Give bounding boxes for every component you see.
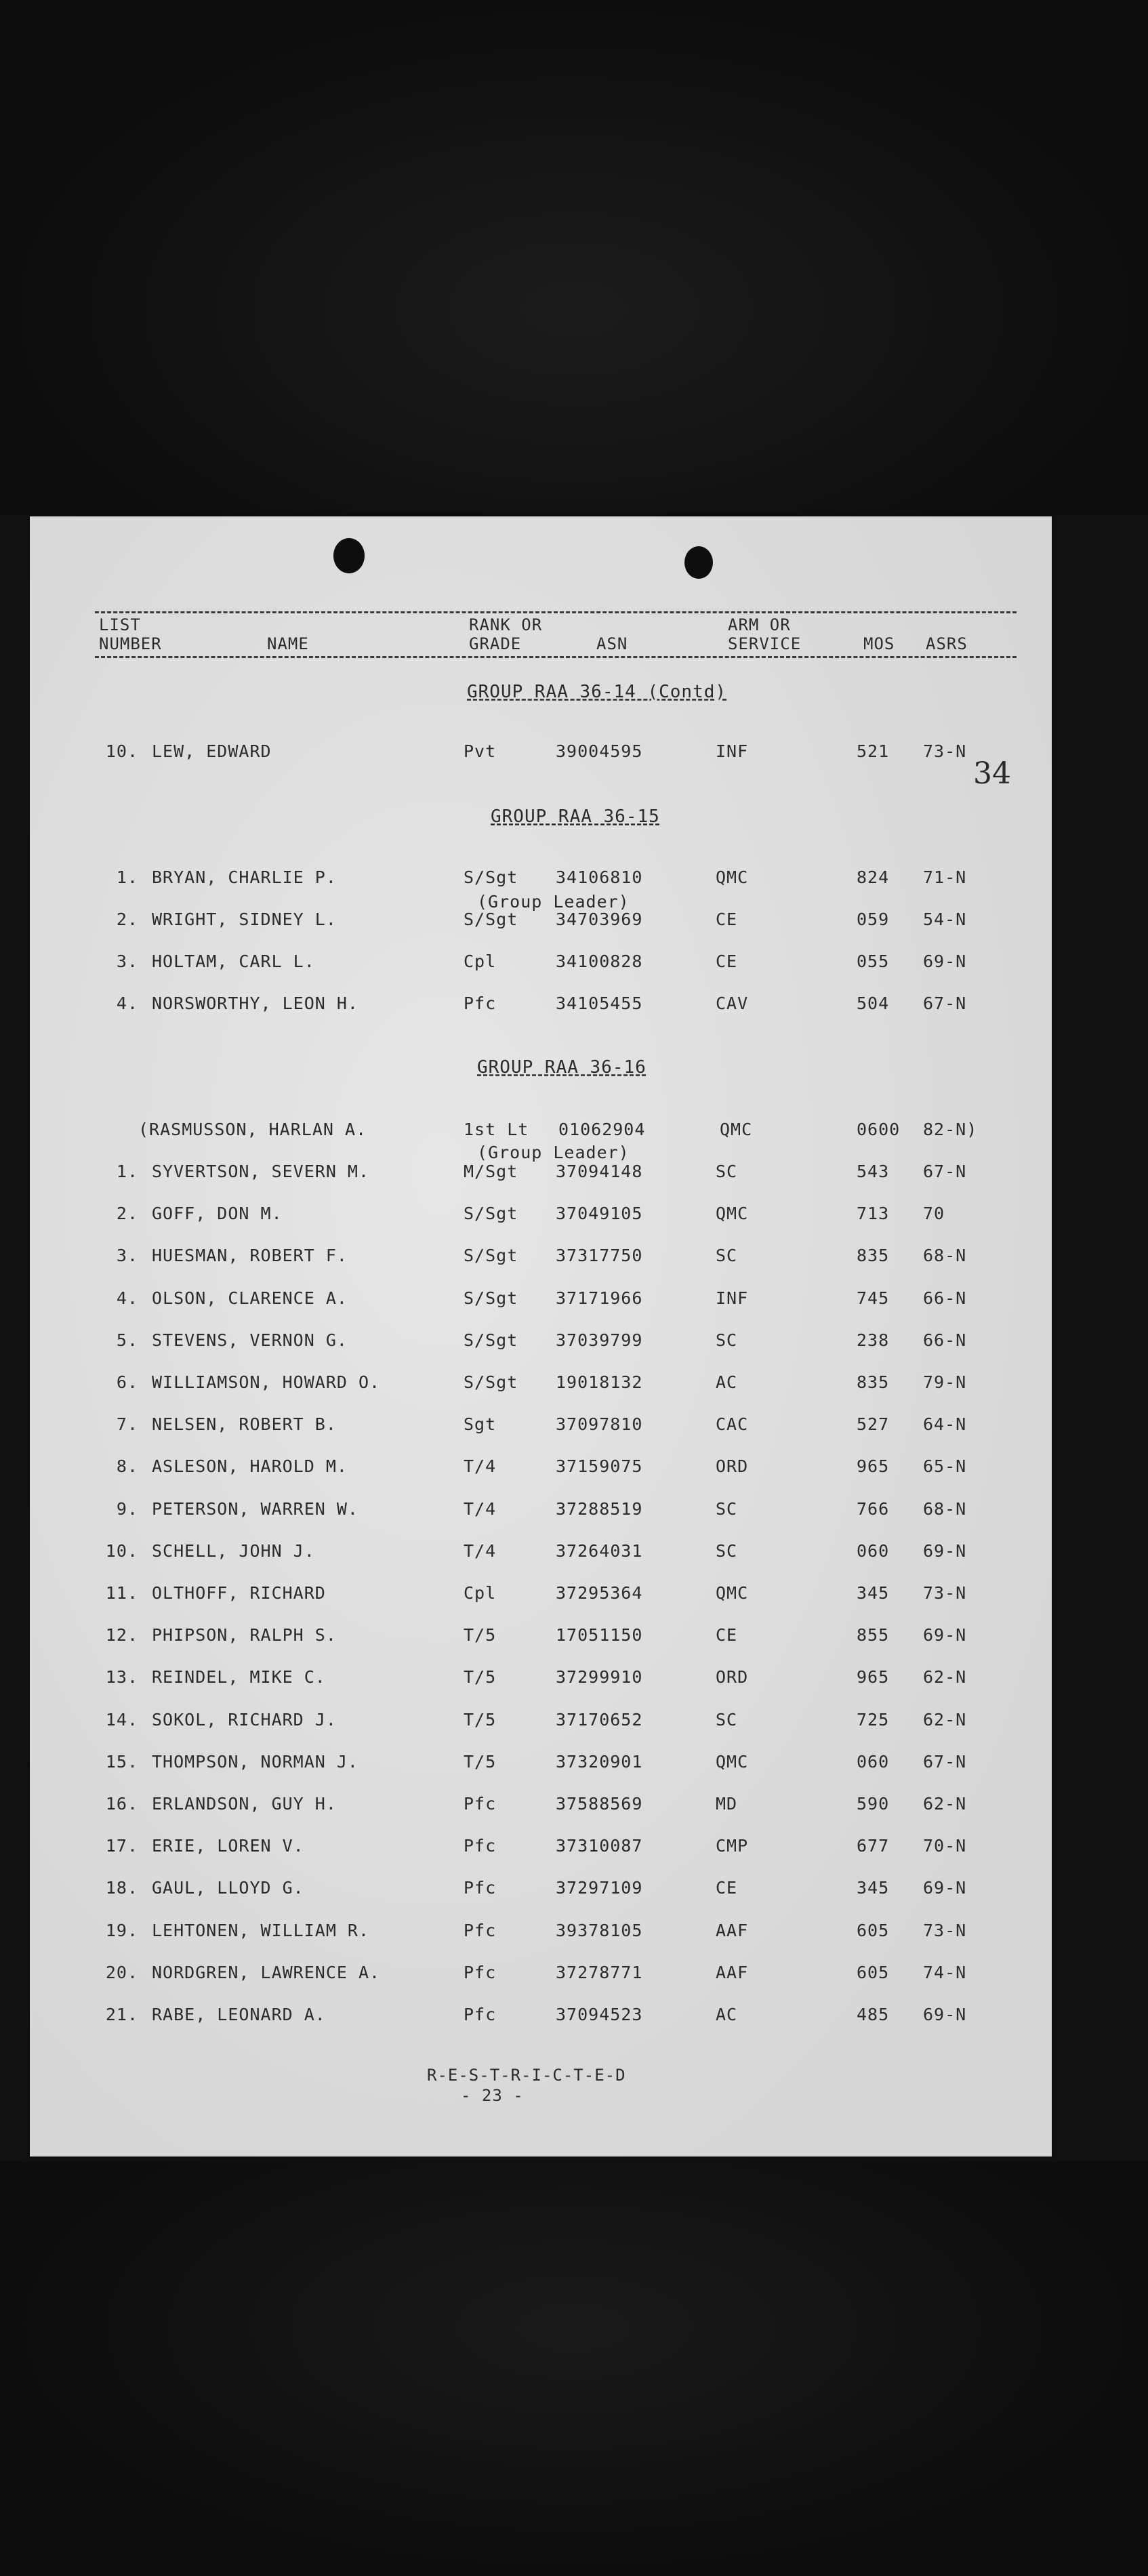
header-dashed-line-bottom [95,656,1017,658]
cell-arm: CAC [716,1414,749,1435]
cell-asn: 37097810 [556,1414,643,1435]
cell-num: 2. [116,909,138,929]
cell-num: 10. [105,741,138,761]
cell-rank: T/5 [464,1709,497,1730]
cell-asn: 19018132 [556,1372,643,1392]
cell-mos: 060 [857,1751,890,1772]
cell-arm: INF [716,1288,749,1308]
handwritten-annotation: 34 [973,756,1011,791]
cell-mos: 590 [857,1794,890,1814]
cell-arm: AAF [716,1962,749,1982]
cell-arm: QMC [716,1204,749,1224]
cell-rank: S/Sgt [464,1372,518,1392]
cell-rank: Pfc [464,1920,497,1940]
document-page [30,516,1052,2156]
cell-asrs: 54-N [923,909,967,929]
cell-rank: S/Sgt [464,1246,518,1266]
cell-mos: 745 [857,1288,890,1308]
cell-rank: T/4 [464,1540,497,1561]
header-asrs: ASRS [926,634,968,653]
cell-num: 12. [105,1625,138,1645]
cell-mos: 835 [857,1372,890,1392]
cell-name: STEVENS, VERNON G. [152,1330,348,1350]
cell-asn: 37049105 [556,1204,643,1224]
cell-num: 17. [105,1836,138,1856]
cell-asn: 34106810 [556,867,643,887]
cell-asrs: 69-N [923,952,967,971]
cell-arm: CE [716,1878,738,1898]
cell-mos: 060 [857,1540,890,1561]
cell-asn: 39004595 [556,741,643,761]
cell-num: 2. [116,1204,138,1224]
cell-asn: 37588569 [556,1794,643,1814]
cell-arm: ORD [716,1667,749,1688]
cell-num: 15. [105,1751,138,1772]
officer-rank: 1st Lt [464,1120,529,1139]
cell-asn: 37317750 [556,1246,643,1266]
group-leader-note-36-16: (Group Leader) [477,1143,630,1162]
cell-name: NORDGREN, LAWRENCE A. [152,1962,381,1982]
cell-num: 6. [116,1372,138,1392]
cell-asrs: 71-N [923,867,967,887]
cell-arm: CMP [716,1836,749,1856]
cell-asrs: 66-N [923,1288,967,1308]
cell-num: 1. [116,867,138,887]
cell-rank: Pfc [464,1962,497,1982]
officer-arm: QMC [720,1120,753,1139]
cell-asrs: 68-N [923,1498,967,1519]
cell-asn: 37171966 [556,1288,643,1308]
cell-num: 18. [105,1878,138,1898]
group-heading-36-16: GROUP RAA 36-16 [477,1057,647,1078]
cell-arm: SC [716,1540,738,1561]
cell-arm: SC [716,1498,738,1519]
cell-name: BRYAN, CHARLIE P. [152,867,337,887]
cell-name: LEW, EDWARD [152,741,272,761]
header-name: NAME [267,634,309,653]
punch-hole-right [684,546,713,579]
cell-rank: Pfc [464,994,497,1013]
cell-name: RABE, LEONARD A. [152,2005,326,2024]
cell-num: 3. [116,952,138,971]
cell-rank: T/4 [464,1498,497,1519]
cell-name: GAUL, LLOYD G. [152,1878,304,1898]
header-dashed-line-top [95,611,1017,613]
cell-name: NELSEN, ROBERT B. [152,1414,337,1435]
cell-mos: 824 [857,867,890,887]
cell-mos: 713 [857,1204,890,1224]
page-number: - 23 - [461,2086,524,2105]
header-arm-2: SERVICE [728,634,802,653]
restricted-marking: R-E-S-T-R-I-C-T-E-D [427,2066,626,2085]
cell-asrs: 65-N [923,1456,967,1477]
cell-arm: CAV [716,994,749,1013]
cell-num: 20. [105,1962,138,1982]
cell-arm: SC [716,1709,738,1730]
cell-name: SCHELL, JOHN J. [152,1540,315,1561]
header-list-number-1: LIST [99,615,141,634]
cell-rank: T/5 [464,1625,497,1645]
cell-asrs: 67-N [923,1751,967,1772]
cell-num: 10. [105,1540,138,1561]
cell-name: ERLANDSON, GUY H. [152,1794,337,1814]
cell-num: 16. [105,1794,138,1814]
cell-num: 13. [105,1667,138,1688]
film-background-top [0,0,1148,515]
header-arm-1: ARM OR [728,615,791,634]
cell-asrs: 67-N [923,1162,967,1181]
cell-asrs: 69-N [923,1878,967,1898]
cell-rank: T/5 [464,1751,497,1772]
cell-name: PETERSON, WARREN W. [152,1498,358,1519]
cell-arm: CE [716,952,738,971]
cell-asn: 34105455 [556,994,643,1013]
cell-arm: ORD [716,1456,749,1477]
cell-rank: S/Sgt [464,909,518,929]
cell-mos: 059 [857,909,890,929]
cell-name: OLSON, CLARENCE A. [152,1288,348,1308]
cell-asrs: 73-N [923,1920,967,1940]
cell-mos: 835 [857,1246,890,1266]
cell-num: 8. [116,1456,138,1477]
cell-num: 5. [116,1330,138,1350]
cell-asrs: 79-N [923,1372,967,1392]
cell-asrs: 73-N [923,1583,967,1603]
cell-mos: 965 [857,1667,890,1688]
cell-name: ERIE, LOREN V. [152,1836,304,1856]
cell-asrs: 64-N [923,1414,967,1435]
cell-rank: S/Sgt [464,1204,518,1224]
cell-name: NORSWORTHY, LEON H. [152,994,358,1013]
cell-asn: 37094148 [556,1162,643,1181]
cell-num: 21. [105,2005,138,2024]
cell-num: 7. [116,1414,138,1435]
cell-mos: 238 [857,1330,890,1350]
cell-name: GOFF, DON M. [152,1204,283,1224]
cell-arm: SC [716,1330,738,1350]
cell-mos: 527 [857,1414,890,1435]
cell-asn: 37039799 [556,1330,643,1350]
cell-asrs: 69-N [923,2005,967,2024]
officer-asrs: 82-N) [923,1120,978,1139]
cell-arm: MD [716,1794,738,1814]
cell-mos: 766 [857,1498,890,1519]
cell-arm: INF [716,741,749,761]
cell-num: 1. [116,1162,138,1181]
cell-rank: Pfc [464,1794,497,1814]
cell-name: REINDEL, MIKE C. [152,1667,326,1688]
cell-arm: QMC [716,867,749,887]
header-list-number-2: NUMBER [99,634,162,653]
cell-name: PHIPSON, RALPH S. [152,1625,337,1645]
cell-name: SYVERTSON, SEVERN M. [152,1162,370,1181]
group-leader-note-36-15: (Group Leader) [477,892,630,912]
cell-asrs: 73-N [923,741,967,761]
cell-mos: 521 [857,741,890,761]
cell-asn: 37320901 [556,1751,643,1772]
cell-num: 14. [105,1709,138,1730]
cell-asn: 39378105 [556,1920,643,1940]
cell-mos: 677 [857,1836,890,1856]
cell-arm: CE [716,1625,738,1645]
cell-asrs: 69-N [923,1540,967,1561]
cell-rank: Pfc [464,2005,497,2024]
cell-num: 11. [105,1583,138,1603]
cell-num: 9. [116,1498,138,1519]
cell-rank: M/Sgt [464,1162,518,1181]
header-rank-1: RANK OR [469,615,543,634]
cell-arm: AC [716,2005,738,2024]
cell-mos: 504 [857,994,890,1013]
cell-asn: 37278771 [556,1962,643,1982]
cell-asn: 37310087 [556,1836,643,1856]
cell-asrs: 74-N [923,1962,967,1982]
cell-arm: SC [716,1246,738,1266]
punch-hole-left [333,538,365,573]
officer-asn: 01062904 [558,1120,646,1139]
cell-asn: 37299910 [556,1667,643,1688]
cell-name: WRIGHT, SIDNEY L. [152,909,337,929]
cell-mos: 345 [857,1878,890,1898]
cell-mos: 605 [857,1962,890,1982]
cell-asn: 37159075 [556,1456,643,1477]
cell-num: 4. [116,1288,138,1308]
header-rank-2: GRADE [469,634,522,653]
group-heading-36-14-contd: GROUP RAA 36-14 (Contd) [467,682,727,702]
cell-rank: Cpl [464,952,497,971]
cell-name: ASLESON, HAROLD M. [152,1456,348,1477]
cell-arm: AC [716,1372,738,1392]
cell-rank: S/Sgt [464,1288,518,1308]
cell-mos: 485 [857,2005,890,2024]
cell-arm: SC [716,1162,738,1181]
cell-arm: CE [716,909,738,929]
cell-asrs: 62-N [923,1709,967,1730]
cell-asn: 17051150 [556,1625,643,1645]
cell-rank: Cpl [464,1583,497,1603]
cell-asn: 37170652 [556,1709,643,1730]
cell-mos: 543 [857,1162,890,1181]
cell-name: HOLTAM, CARL L. [152,952,315,971]
cell-asrs: 62-N [923,1667,967,1688]
group-heading-36-15: GROUP RAA 36-15 [491,806,660,827]
cell-asn: 37295364 [556,1583,643,1603]
cell-asrs: 62-N [923,1794,967,1814]
cell-arm: AAF [716,1920,749,1940]
officer-mos: 0600 [857,1120,901,1139]
officer-name: (RASMUSSON, HARLAN A. [138,1120,367,1139]
cell-asrs: 70 [923,1204,945,1224]
cell-asn: 34703969 [556,909,643,929]
cell-mos: 605 [857,1920,890,1940]
cell-mos: 965 [857,1456,890,1477]
cell-asn: 37264031 [556,1540,643,1561]
cell-asn: 37297109 [556,1878,643,1898]
cell-mos: 345 [857,1583,890,1603]
cell-name: WILLIAMSON, HOWARD O. [152,1372,381,1392]
cell-asrs: 66-N [923,1330,967,1350]
cell-arm: QMC [716,1751,749,1772]
film-background-bottom [0,2162,1148,2576]
cell-name: THOMPSON, NORMAN J. [152,1751,358,1772]
cell-rank: Pvt [464,741,497,761]
cell-rank: Pfc [464,1878,497,1898]
cell-num: 19. [105,1920,138,1940]
cell-mos: 725 [857,1709,890,1730]
header-mos: MOS [863,634,895,653]
cell-asn: 37094523 [556,2005,643,2024]
cell-rank: Sgt [464,1414,497,1435]
cell-mos: 855 [857,1625,890,1645]
cell-asrs: 70-N [923,1836,967,1856]
cell-rank: T/4 [464,1456,497,1477]
cell-rank: S/Sgt [464,1330,518,1350]
cell-asrs: 67-N [923,994,967,1013]
cell-name: SOKOL, RICHARD J. [152,1709,337,1730]
cell-asrs: 69-N [923,1625,967,1645]
cell-num: 4. [116,994,138,1013]
cell-rank: Pfc [464,1836,497,1856]
cell-rank: T/5 [464,1667,497,1688]
cell-num: 3. [116,1246,138,1266]
header-asn: ASN [596,634,628,653]
cell-name: HUESMAN, ROBERT F. [152,1246,348,1266]
cell-arm: QMC [716,1583,749,1603]
cell-name: LEHTONEN, WILLIAM R. [152,1920,370,1940]
cell-asrs: 68-N [923,1246,967,1266]
cell-asn: 37288519 [556,1498,643,1519]
cell-name: OLTHOFF, RICHARD [152,1583,326,1603]
cell-asn: 34100828 [556,952,643,971]
cell-rank: S/Sgt [464,867,518,887]
cell-mos: 055 [857,952,890,971]
